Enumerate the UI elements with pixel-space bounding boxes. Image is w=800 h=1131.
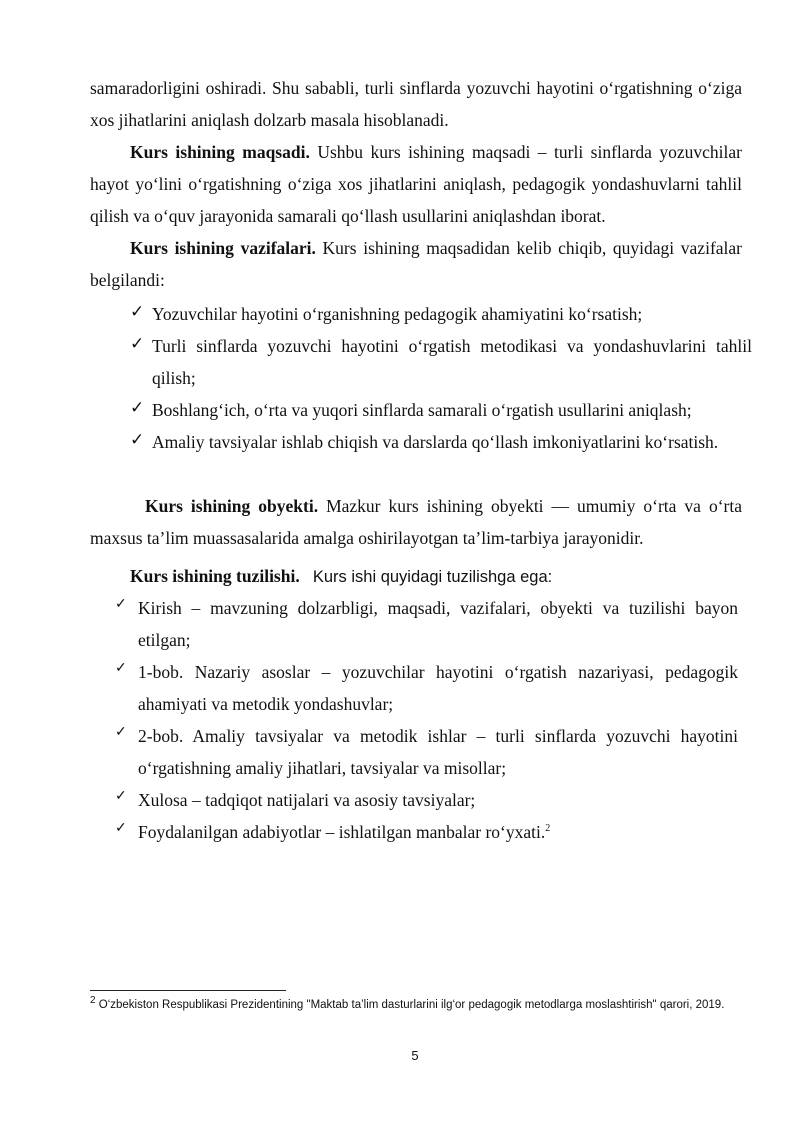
structure-item: 2-bob. Amaliy tavsiyalar va metodik ishlar – turli sinflarda yozuvchi hayotini oʻrgatishning amaliy jihatlari, tavsiyalar va misollar; xyxy=(138,726,738,778)
goal-heading: Kurs ishining maqsadi. xyxy=(130,142,310,162)
structure-item-text: Foydalanilgan adabiyotlar – ishlatilgan manbalar roʻyxati. xyxy=(138,822,546,842)
check-mark-icon: ✓ xyxy=(115,661,127,676)
object-heading: Kurs ishining obyekti. xyxy=(145,496,319,516)
paragraph-object xyxy=(90,490,742,554)
check-mark-icon: ✓ xyxy=(115,725,127,740)
paragraph-structure xyxy=(90,560,742,593)
check-mark-icon: ✓ xyxy=(115,821,127,836)
paragraph-goal xyxy=(90,136,742,232)
structure-item xyxy=(138,816,738,848)
task-item: Amaliy tavsiyalar ishlab chiqish va darslarda qoʻllash imkoniyatlarini koʻrsatish. xyxy=(152,432,719,452)
object-text: Mazkur kurs ishining obyekti — umumiy oʻrta va oʻrta maxsus taʼlim muassasalarida amalga oshirilayotgan taʼlim-tarbiya jarayonidir. xyxy=(90,496,742,548)
structure-heading: Kurs ishining tuzilishi. xyxy=(130,566,300,586)
paragraph-tasks xyxy=(90,232,742,296)
footnote-reference: 2 xyxy=(545,823,551,835)
footnote-text: O‘zbekiston Respublikasi Prezidentining "Maktab ta’lim dasturlarini ilg‘or pedagogik metodlarga moslashtirish" qarori, 2019. xyxy=(95,999,725,1011)
structure-text: Kurs ishi quyidagi tuzilishga ega: xyxy=(312,568,553,586)
task-item: Boshlangʻich, oʻrta va yuqori sinflarda samarali oʻrgatish usullarini aniqlash; xyxy=(152,400,692,420)
structure-item: Kirish – mavzuning dolzarbligi, maqsadi, vazifalari, obyekti va tuzilishi bayon etilgan; xyxy=(138,598,738,650)
task-item: Turli sinflarda yozuvchi hayotini oʻrgatish metodikasi va yondashuvlarini tahlil qilish; xyxy=(152,336,752,388)
page-number: 5 xyxy=(411,1048,419,1063)
paragraph-intro: samaradorligini oshiradi. Shu sababli, turli sinflarda yozuvchi hayotini oʻrgatishning oʻziga xos jihatlarini aniqlash dolzarb masala hisoblanadi. xyxy=(90,78,742,130)
footnote-number: 2 xyxy=(90,995,96,1007)
footnote xyxy=(90,996,746,1015)
tasks-text: Kurs ishining maqsadidan kelib chiqib, quyidagi vazifalar belgilandi: xyxy=(90,238,742,290)
footnote-separator xyxy=(90,990,286,991)
goal-text: Ushbu kurs ishining maqsadi – turli sinflarda yozuvchilar hayot yoʻlini oʻrgatishning oʻziga xos jihatlarini aniqlash, pedagogik yondashuvlarni tahlil qilish va oʻquv jarayonida samarali qoʻllash usullarini aniqlashdan iborat. xyxy=(90,142,742,226)
tasks-heading: Kurs ishining vazifalari. xyxy=(130,238,316,258)
structure-item: Xulosa – tadqiqot natijalari va asosiy tavsiyalar; xyxy=(138,790,476,810)
check-mark-icon: ✓ xyxy=(115,789,127,804)
check-mark-icon: ✓ xyxy=(130,430,145,449)
check-mark-icon: ✓ xyxy=(130,302,145,321)
check-mark-icon: ✓ xyxy=(130,334,145,353)
structure-item: 1-bob. Nazariy asoslar – yozuvchilar hayotini oʻrgatish nazariyasi, pedagogik ahamiyati va metodik yondashuvlar; xyxy=(138,662,738,714)
check-mark-icon: ✓ xyxy=(115,597,127,612)
check-mark-icon: ✓ xyxy=(130,398,145,417)
task-item: Yozuvchilar hayotini oʻrganishning pedagogik ahamiyatini koʻrsatish; xyxy=(152,304,643,324)
